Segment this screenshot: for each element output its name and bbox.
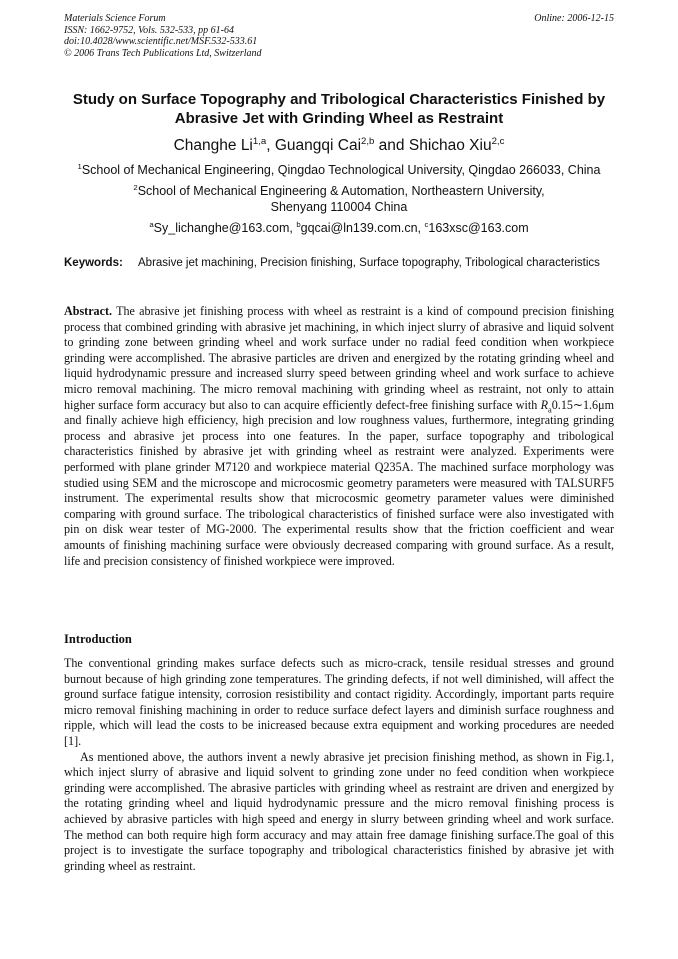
paper-title: Study on Surface Topography and Tribological Characteristics Finished by Abrasive Jet with Grinding Wheel as Restraint [72, 91, 606, 127]
roughness-range-start: 0.15 [551, 397, 573, 412]
email-sup: b [296, 219, 301, 229]
author-affil-sup: 2,c [491, 135, 505, 147]
introduction-heading: Introduction [64, 632, 132, 646]
intro-paragraph-2: As mentioned above, the authors invent a newly abrasive jet precision finishing method, as shown in Fig.1, which inject slurry of abrasive and liquid solvent to grinding zone under no feed condition when workpiece grinding were accomplished. The abrasive particles with grinding wheel as restraint are driven and energized by the rotating grinding wheel and liquid hydrodynamic pressure and the micro removal finishing process is achieved by abrasive particles with high speed and energy in slurry between grinding wheel and work surface. The method can both require high form accuracy and may attain free damage finishing surface.The goal of this project is to investigate the surface topography and tribological characteristics finished by abrasive jet with grinding wheel as restraint. [64, 749, 614, 873]
abstract-label: Abstract. [64, 304, 113, 318]
abstract-section [64, 304, 614, 569]
copyright-line: © 2006 Trans Tech Publications Ltd, Switzerland [64, 47, 262, 59]
abstract-paragraph [64, 304, 614, 569]
affil-text-line2: Shenyang 110004 China [270, 199, 408, 214]
email-address: Sy_lichanghe@163.com [153, 221, 290, 235]
online-date: Online: 2006-12-15 [534, 13, 614, 24]
affiliation-1 [40, 163, 638, 179]
author-separator: , [266, 137, 275, 154]
intro-paragraph-1: The conventional grinding makes surface defects such as micro-crack, tensile residual stresses and ground burnout because of high grinding zone temperatures. The grinding defects, if not well diminished, will affect the ground surface fatigue intensity, corrosion resistibility and contact rigidity. Accordingly, important parts require micro removal finishing machining in order to reduce surface defect layers and diminish surface roughness and ripple, which will lead the costs to be inicreased because extra equipment and working procedures are needed [1]. [64, 656, 614, 748]
email-separator: , [417, 221, 425, 235]
email-sup: a [149, 219, 154, 229]
author-affil-sup: 1,a [252, 135, 267, 147]
author-separator: and [374, 137, 409, 154]
affil-text: School of Mechanical Engineering, Qingdao Technological University, Qingdao 266033, China [81, 163, 601, 177]
issn-line: ISSN: 1662-9752, Vols. 532-533, pp 61-64 [64, 24, 234, 36]
affil-text: School of Mechanical Engineering & Automation, Northeastern University, [137, 184, 545, 198]
running-header [64, 13, 614, 59]
author-name: Changhe Li [173, 137, 253, 154]
abstract-text-2: 1.6μm and finally achieve high efficiency, high precision and low roughness values, furthermore, integrating grinding process and abrasive jet process into one features. In the paper, surface topography and tribological characteristics finished by abrasive jet with grinding wheel as restraint were analyzed. Experiments were performed with plane grinder M7120 and workpiece material Q235A. The machined surface morphology was studied using SEM and the microscope and microcosmic geometry parameters were measured with TALSURF5 instrument. The experimental results show that microcosmic geometry parameter values were diminished comparing with ground surface. The tribological characteristics of finished surface were also investigated with pin on disk wear tester of MG-2000. The experimental results show that the friction coefficient and wear amounts of finishing machining surface were obviously decreased comparing with ground surface. As a result, life and precision consistency of finished workpiece were improved. [64, 397, 614, 568]
roughness-subscript: a [547, 403, 552, 414]
range-tilde: ~ [572, 397, 583, 412]
email-address: gqcai@ln139.com.cn [300, 221, 418, 235]
doi-line: doi:10.4028/www.scientific.net/MSF.532-533.61 [64, 36, 258, 47]
author-list [40, 137, 638, 155]
affil-sup: 1 [77, 161, 82, 171]
author-name: Shichao Xiu [408, 137, 492, 154]
affil-sup: 2 [133, 182, 138, 192]
author-affil-sup: 2,b [361, 135, 375, 147]
affiliation-2 [40, 184, 638, 215]
email-sup: c [424, 219, 429, 229]
email-address: 163xsc@163.com [428, 221, 529, 235]
keywords-label: Keywords: [64, 257, 123, 269]
author-name: Guangqi Cai [274, 137, 362, 154]
journal-name: Materials Science Forum [64, 13, 166, 24]
email-list [40, 221, 638, 237]
keywords-section [64, 257, 614, 271]
keywords-text: Abrasive jet machining, Precision finishing, Surface topography, Tribological characteristics [138, 257, 600, 269]
introduction-section [64, 656, 614, 874]
email-separator: , [289, 221, 297, 235]
abstract-text-1: The abrasive jet finishing process with wheel as restraint is a kind of compound precision finishing process that combined grinding with abrasive jet machining, in which inject slurry of abrasive and liquid solvent to grinding zone between grinding wheel and work surface under no radial feed condition when workpiece grinding were accomplished. The abrasive particles are driven and energized by the rotating grinding wheel and liquid hydrodynamic pressure and increased slurry speed between grinding wheel and work surface to achieve micro removal machining. The micro removal machining with grinding wheel as restraint, not only to attain higher surface form accuracy but also to can acquire efficiently defect-free finishing surface with [64, 304, 614, 412]
roughness-symbol: R [540, 397, 548, 412]
